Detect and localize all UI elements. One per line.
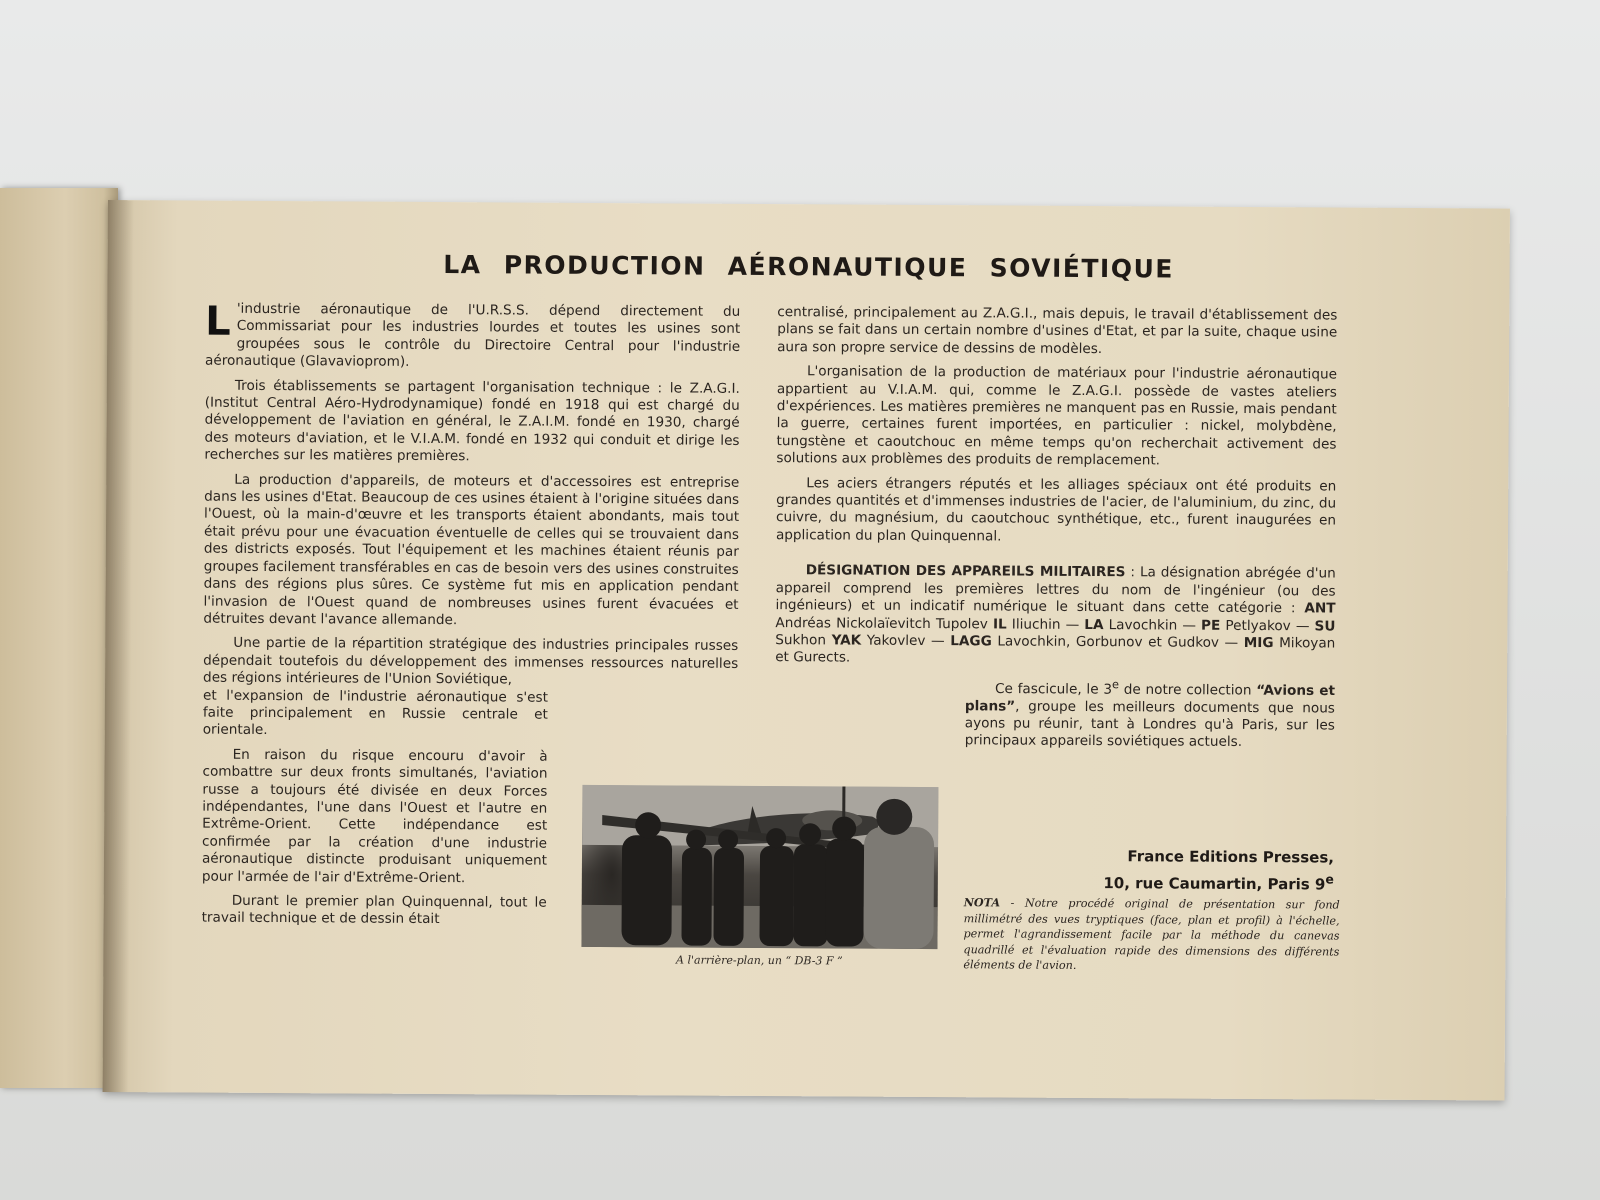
collection-name: “Avions et plans” bbox=[964, 682, 1336, 715]
paragraph-establishments: Trois établissements se partagent l'organisation technique : le Z.A.G.I. (Institut Central Aéro-Hydrodynamique) fondé en 1918 qui est chargé du développement de l'aviation en général, le Z.A.I.M. fondé en 1930, chargé des moteurs d'aviation, et le V.I.A.M. fondé en 1932 qui conduit et dirige les recherches sur les matières premières. bbox=[204, 377, 740, 465]
name-yak: Yakovlev — bbox=[861, 632, 951, 650]
paragraph-intro-text: 'industrie aéronautique de l'U.R.S.S. dépend directement du Commissariat pour les industries lourdes et toutes les usines sont groupées sous le contrôle du Directoire Central pour l'industrie aéronautique (Glavavioprom). bbox=[204, 300, 741, 371]
paragraph-materials: L'organisation de la production de matériaux pour l'industrie aéronautique appartient au V.I.A.M. qui, comme le Z.A.G.I. possède de vastes ateliers d'expériences. Les matières premières ne manquent pas en Russie, mais pendant la guerre, certaines furent importées, en particulier : nickel, molybdène, tungstène et caoutchouc en même temps qu'on recherchait activement des solutions aux problèmes des produits de remplacement. bbox=[776, 363, 1338, 469]
code-su: SU bbox=[1314, 617, 1336, 635]
fascicule-pre: Ce fascicule, le 3 bbox=[994, 680, 1113, 698]
publisher-address-text: 10, rue Caumartin, Paris 9 bbox=[1103, 874, 1326, 894]
fascicule-superscript: e bbox=[1112, 676, 1120, 691]
nota-note bbox=[963, 895, 1339, 975]
paragraph-steels: Les aciers étrangers réputés et les alliages spéciaux ont été produits en grandes quantités et d'immenses industries de l'acier, de l'aluminium, du zinc, du cuivre, du magnésium, du caoutchouc synthétique, etc., furent inaugurées en application du plan Quinquennal. bbox=[775, 474, 1337, 545]
code-pe: PE bbox=[1201, 617, 1221, 634]
paragraph-two-fronts: En raison du risque encouru d'avoir à combattre sur deux fronts simultanés, l'aviation russe a toujours été divisée en deux Forces indépendantes, l'une dans l'Ouest et l'autre en Extrême-Orient. Cette indépendance est confirmée par la création d'une industrie aéronautique distincte produisant uniquement pour l'armée de l'air d'Extrême-Orient. bbox=[201, 746, 548, 886]
paragraph-quinquennal: Durant le premier plan Quinquennal, tout le travail technique et de dessin était bbox=[201, 892, 547, 928]
paragraph-strategic-continued: et l'expansion de l'industrie aéronautique s'est faite principalement en Russie centrale et orientale. bbox=[202, 687, 549, 739]
code-la: LA bbox=[1084, 616, 1104, 633]
code-mig: MIG bbox=[1243, 634, 1274, 652]
paragraph-production: La production d'appareils, de moteurs et d'accessoires est entreprise dans les usines d'Etat. Beaucoup de ces usines étaient à l'origine situées dans l'Ouest, où la main-d'œuvre et les transports étaient abondants, mais tout était prévu pour une évacuation éventuelle de celles qui se trouvaient dans des districts exposés. Tout l'équipement et les machines étaient réunis par groupes facilement transférables en cas de besoin vers des usines construites dans des régions plus sûres. Ce système fut mis en application pendant l'invasion de l'Ouest quand de nombreuses usines furent évacuées et détruites devant l'avance allemande. bbox=[203, 471, 740, 629]
name-pe: Petlyakov — bbox=[1220, 617, 1315, 634]
right-text-column bbox=[775, 304, 1338, 759]
code-yak: YAK bbox=[831, 632, 862, 649]
name-su: Sukhon bbox=[775, 631, 832, 649]
code-il: IL bbox=[992, 615, 1007, 632]
fascicule-post: , groupe les meilleurs documents que nous ayons pu réunir, tant à Londres qu'à Paris, sur les principaux appareils soviétiques actuels. bbox=[964, 698, 1335, 751]
publisher-name: France Editions Presses, bbox=[1127, 847, 1335, 867]
publisher-credit bbox=[1004, 845, 1334, 895]
code-ant: ANT bbox=[1304, 600, 1336, 617]
name-la: Lavochkin — bbox=[1103, 616, 1202, 634]
paragraph-fascicule bbox=[965, 675, 1335, 752]
photo-caption: A l'arrière-plan, un “ DB-3 F ” bbox=[676, 953, 843, 968]
paragraph-strategic-text: Une partie de la répartition stratégique des industries principales russes dépendait toutefois du développement des immenses ressources naturelles des régions intérieures de l'Union Soviétique, bbox=[203, 635, 739, 688]
paragraph-designation bbox=[775, 562, 1336, 670]
booklet-page bbox=[103, 200, 1510, 1101]
page-gutter-shadow bbox=[103, 200, 134, 1092]
fascicule-mid: de notre collection bbox=[1118, 681, 1257, 699]
paragraph-centralise: centralisé, principalement au Z.A.G.I., mais depuis, le travail d'établissement des plans se fait dans un certain nombre d'usines d'Etat, et par la suite, chaque usine aura son propre service de dessins de modèles. bbox=[777, 304, 1338, 357]
paragraph-strategic bbox=[203, 635, 738, 690]
photo-pilots-saluting bbox=[581, 785, 938, 949]
paragraph-intro bbox=[204, 298, 741, 374]
designation-heading: DÉSIGNATION DES APPAREILS MILITAIRES bbox=[805, 562, 1126, 581]
photo-illustration bbox=[581, 785, 938, 949]
name-ant: Andréas Nickolaïevitch Tupolev bbox=[775, 614, 994, 632]
name-il: Iliuchin — bbox=[1006, 615, 1085, 633]
name-lagg: Lavochkin, Gorbunov et Gudkov — bbox=[991, 633, 1244, 651]
publisher-address-superscript: e bbox=[1325, 871, 1334, 887]
nota-text: - Notre procédé original de présentation sur fond millimétré des vues tryptiques (face, plan et profil) à l'échelle, permet l'agrandissement facile par la méthode du canevas quadrillé et l'évaluation rapide des dimensions des différents éléments de l'avion. bbox=[963, 896, 1340, 973]
name-mig: Mikoyan et Gurects. bbox=[775, 635, 1336, 666]
code-lagg: LAGG bbox=[950, 633, 992, 650]
drop-cap: L bbox=[205, 298, 231, 345]
nota-label: NOTA bbox=[963, 895, 1001, 910]
designation-intro: : La désignation abrégée d'un appareil comprend les premières lettres du nom de l'ingénieur (ou des ingénieurs) et un indicatif numérique le situant dans cette catégorie : bbox=[775, 564, 1336, 617]
page-title: LA PRODUCTION AÉRONAUTIQUE SOVIÉTIQUE bbox=[443, 250, 1175, 284]
publisher-address bbox=[1004, 866, 1334, 895]
left-page-edge bbox=[0, 188, 118, 1088]
